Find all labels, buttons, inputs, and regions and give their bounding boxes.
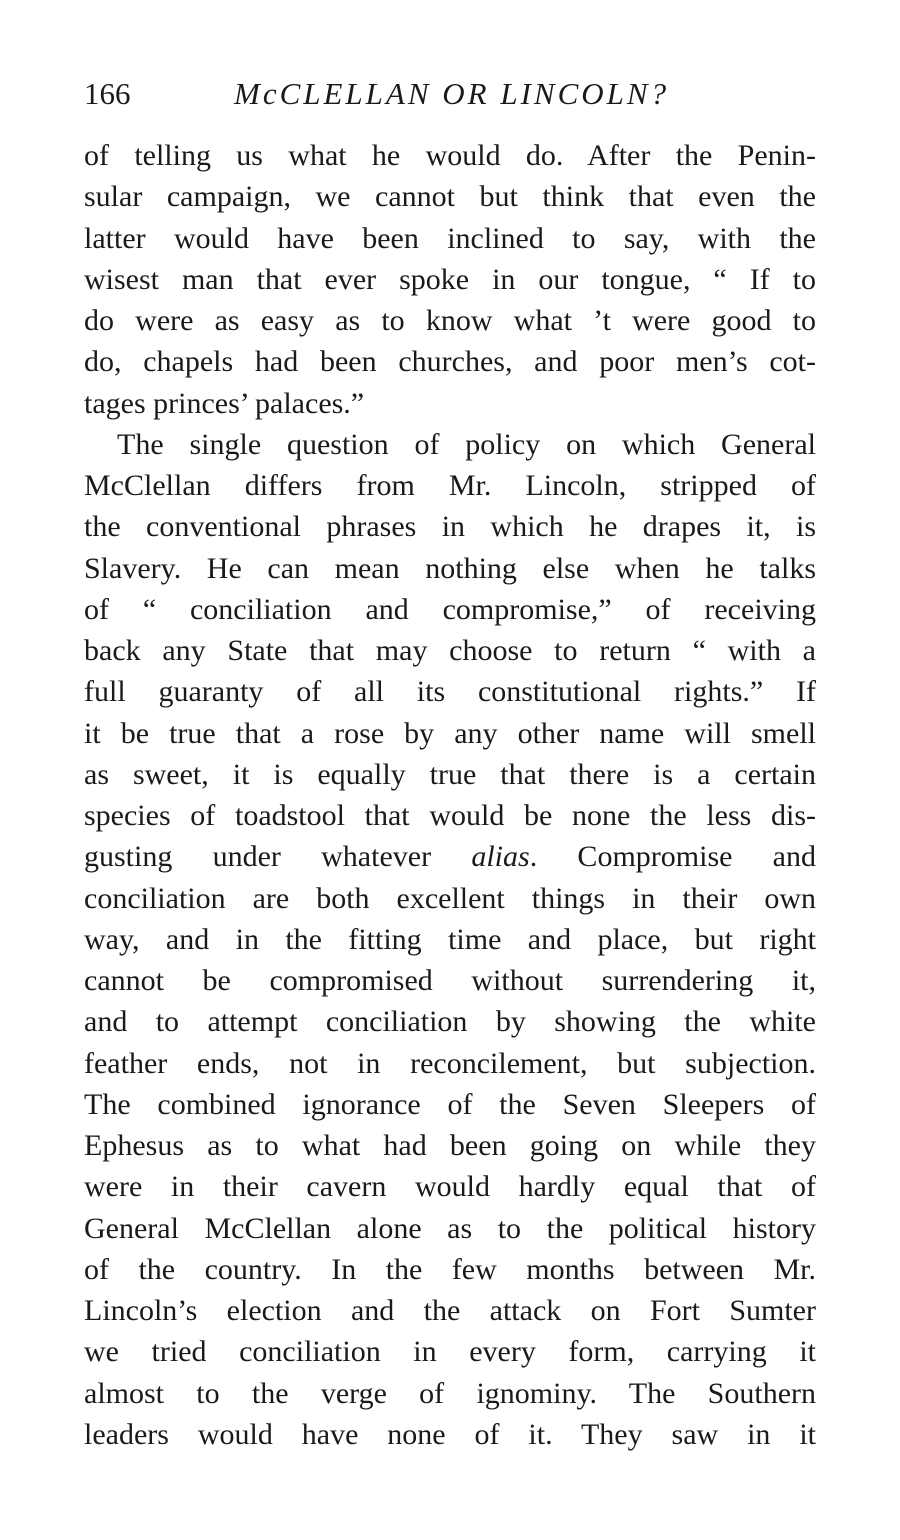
text-line-with-italic	[84, 836, 816, 877]
text-line: conciliation are both excellent things in their own	[84, 881, 816, 915]
text-line: McClellan differs from Mr. Lincoln, stripped of	[84, 469, 816, 502]
page-number: 166	[84, 76, 131, 111]
text-fragment: . Compromise and	[529, 840, 816, 874]
text-line: as sweet, it is equally true that there is a certain	[84, 757, 816, 791]
text-line: were in their cavern would hardly equal that of	[84, 1170, 816, 1204]
text-fragment: gusting under whatever	[84, 840, 472, 874]
text-line: Lincoln’s election and the attack on Fort Sumter	[84, 1294, 816, 1327]
text-line: do were as easy as to know what ’t were good to	[84, 304, 816, 337]
running-title: McCLELLAN OR LINCOLN?	[234, 76, 670, 111]
text-line: of the country. In the few months between Mr.	[84, 1252, 816, 1286]
text-line: leaders would have none of it. They saw in it	[84, 1417, 816, 1451]
text-line: latter would have been inclined to say, with the	[84, 221, 816, 255]
paragraph-first-line: The single question of policy on which General	[117, 427, 816, 461]
text-line: species of toadstool that would be none the less dis-	[84, 799, 816, 832]
text-line: wisest man that ever spoke in our tongue, “ If to	[84, 262, 816, 296]
running-head	[84, 74, 824, 114]
text-line: of “ conciliation and compromise,” of receiving	[84, 592, 816, 626]
text-line: cannot be compromised without surrendering it,	[84, 964, 816, 997]
text-line: General McClellan alone as to the political history	[84, 1211, 816, 1245]
text-line: sular campaign, we cannot but think that even the	[84, 180, 816, 214]
text-line: tages princes’ palaces.”	[84, 386, 365, 420]
text-line: full guaranty of all its constitutional rights.” If	[84, 675, 816, 709]
text-line: feather ends, not in reconcilement, but subjection.	[84, 1046, 816, 1080]
text-line: Ephesus as to what had been going on while they	[84, 1129, 816, 1162]
text-line: way, and in the fitting time and place, but right	[84, 922, 816, 956]
text-line: we tried conciliation in every form, carrying it	[84, 1335, 816, 1369]
text-line: of telling us what he would do. After the Penin-	[84, 139, 816, 172]
text-line: back any State that may choose to return “ with a	[84, 634, 816, 667]
italic-word: alias	[471, 840, 530, 874]
text-line: it be true that a rose by any other name will smell	[84, 716, 816, 750]
body-text	[84, 135, 816, 1455]
text-line: almost to the verge of ignominy. The Southern	[84, 1376, 816, 1410]
text-line: The combined ignorance of the Seven Sleepers of	[84, 1087, 816, 1121]
text-line: the conventional phrases in which he drapes it, is	[84, 510, 816, 544]
text-line: Slavery. He can mean nothing else when he talks	[84, 551, 816, 585]
text-line: and to attempt conciliation by showing the white	[84, 1005, 816, 1039]
text-line: do, chapels had been churches, and poor men’s cot-	[84, 345, 816, 379]
